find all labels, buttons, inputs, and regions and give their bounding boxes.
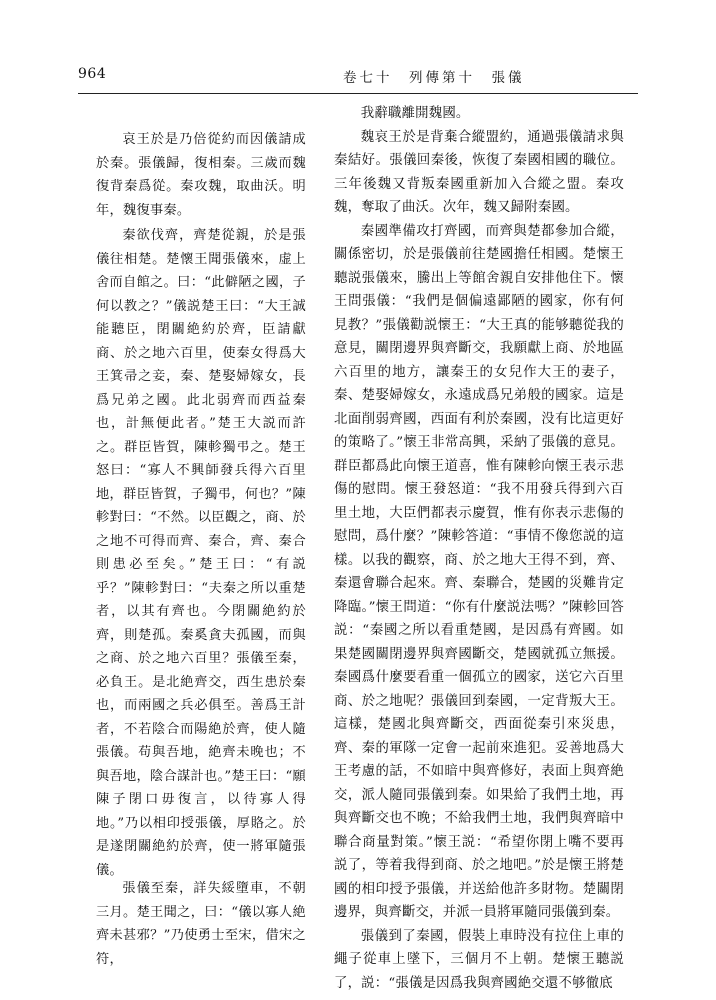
classical-text-column-bottom <box>96 877 306 971</box>
translation-paragraph: 張儀到了秦國，假裝上車時没有拉住上車的繩子從車上墜下，三個月不上朝。楚懷王聽説了，説：“張儀是因爲我與齊國絶交還不够徹底 <box>334 928 624 991</box>
classical-paragraph: 秦欲伐齊，齊楚從親，於是張儀往相楚。楚懷王聞張儀來，虚上舍而自館之。曰：“此僻陋之國，子何以教之？”儀説楚王曰：“大王誠能聽臣，閉關絶約於齊，臣請獻商、於之地六百里，使秦女得爲大王箕帚之妾，秦、楚娶婦嫁女，長爲兄弟之國。此北弱齊而西益秦也，計無便此者。”楚王大説而許之。群臣皆賀，陳軫獨弔之。楚王怒曰：“寡人不興師發兵得六百里地，群臣皆賀，子獨弔，何也？”陳軫對曰：“不然。以臣觀之，商、於之地不可得而齊、秦合，齊、秦合則患必至矣。”楚王曰：“有説乎？”陳軫對曰：“夫秦之所以重楚者，以其有齊也。今閉關絶約於齊，則楚孤。秦奚貪夫孤國，而與之商、於之地六百里？張儀至秦，必負王。是北絶齊交，西生患於秦也，而兩國之兵必俱至。善爲王計者，不若陰合而陽絶於齊，使人隨張儀。苟與吾地，絶齊未晚也；不與吾地，陰合謀計也。”楚王曰：“願陳子閉口毋復言，以待寡人得地。”乃以相印授張儀，厚賂之。於是遂閉關絶約於齊，使一將軍隨張儀。 <box>96 228 306 878</box>
page-header <box>78 66 638 90</box>
classical-text-column <box>96 128 306 882</box>
classical-paragraph: 張儀至秦，詳失綏墮車，不朝三月。楚王聞之，曰：“儀以寡人絶齊未甚邪？”乃使勇士至宋，借宋之符， <box>96 881 306 967</box>
translation-paragraph: 魏哀王於是背棄合縱盟約，通過張儀請求與秦結好。張儀回秦後，恢復了秦國相國的職位。三年後魏又背叛秦國重新加入合縱之盟。秦攻魏，奪取了曲沃。次年，魏又歸附秦國。 <box>334 129 624 215</box>
translation-paragraph: 我辭職離開魏國。 <box>360 106 470 121</box>
running-title: 卷七十 列傳第十 張儀 <box>343 70 525 86</box>
translation-paragraph: 秦國準備攻打齊國，而齊與楚都參加合縱，關係密切，於是張儀前往楚國擔任相國。楚懷王聽説張儀來，騰出上等館舍親自安排他住下。懷王問張儀：“我們是個偏遠鄙陋的國家，你有何見教？”張儀勸説懷王：“大王真的能够聽從我的意見，關閉邊界與齊斷交，我願獻上商、於地區六百里的地方，讓秦王的女兒作大王的妻子，秦、楚娶婦嫁女，永遠成爲兄弟般的國家。這是北面削弱齊國，西面有利於秦國，没有比這更好的策略了。”懷王非常高興，采納了張儀的意見。群臣都爲此向懷王道喜，惟有陳軫向懷王表示悲傷的慰問。懷王發怒道：“我不用發兵得到六百里土地，大臣們都表示慶賀，惟有你表示悲傷的慰問，爲什麼？”陳軫答道：“事情不像您説的這樣。以我的觀察，商、於之地大王得不到，齊、秦還會聯合起來。齊、秦聯合，楚國的災難肯定降臨。”懷王問道：“你有什麼説法嗎？”陳軫回答説：“秦國之所以看重楚國，是因爲有齊國。如果楚國關閉邊界與齊國斷交，楚國就孤立無援。秦國爲什麼要看重一個孤立的國家，送它六百里商、於之地呢？張儀回到秦國，一定背叛大王。這樣，楚國北與齊斷交，西面從秦引來災患，齊、秦的軍隊一定會一起前來進犯。妥善地爲大王考慮的話，不如暗中與齊修好，表面上與齊絶交，派人隨同張儀到秦。如果給了我們土地，再與齊斷交也不晚；不給我們土地，我們與齊暗中聯合商量對策。”懷王説：“希望你閉上嘴不要再説了，等着我得到商、於之地吧。”於是懷王將楚國的相印授予張儀，并送給他許多財物。楚關閉邊界，與齊斷交，并派一員將軍隨同張儀到秦。 <box>334 223 624 920</box>
translation-column <box>334 102 624 995</box>
classical-paragraph: 哀王於是乃倍從約而因儀請成於秦。張儀歸，復相秦。三歲而魏復背秦爲從。秦攻魏，取曲沃。明年，魏復事秦。 <box>96 132 306 218</box>
header-rule <box>78 93 638 94</box>
page-number: 964 <box>78 66 107 82</box>
